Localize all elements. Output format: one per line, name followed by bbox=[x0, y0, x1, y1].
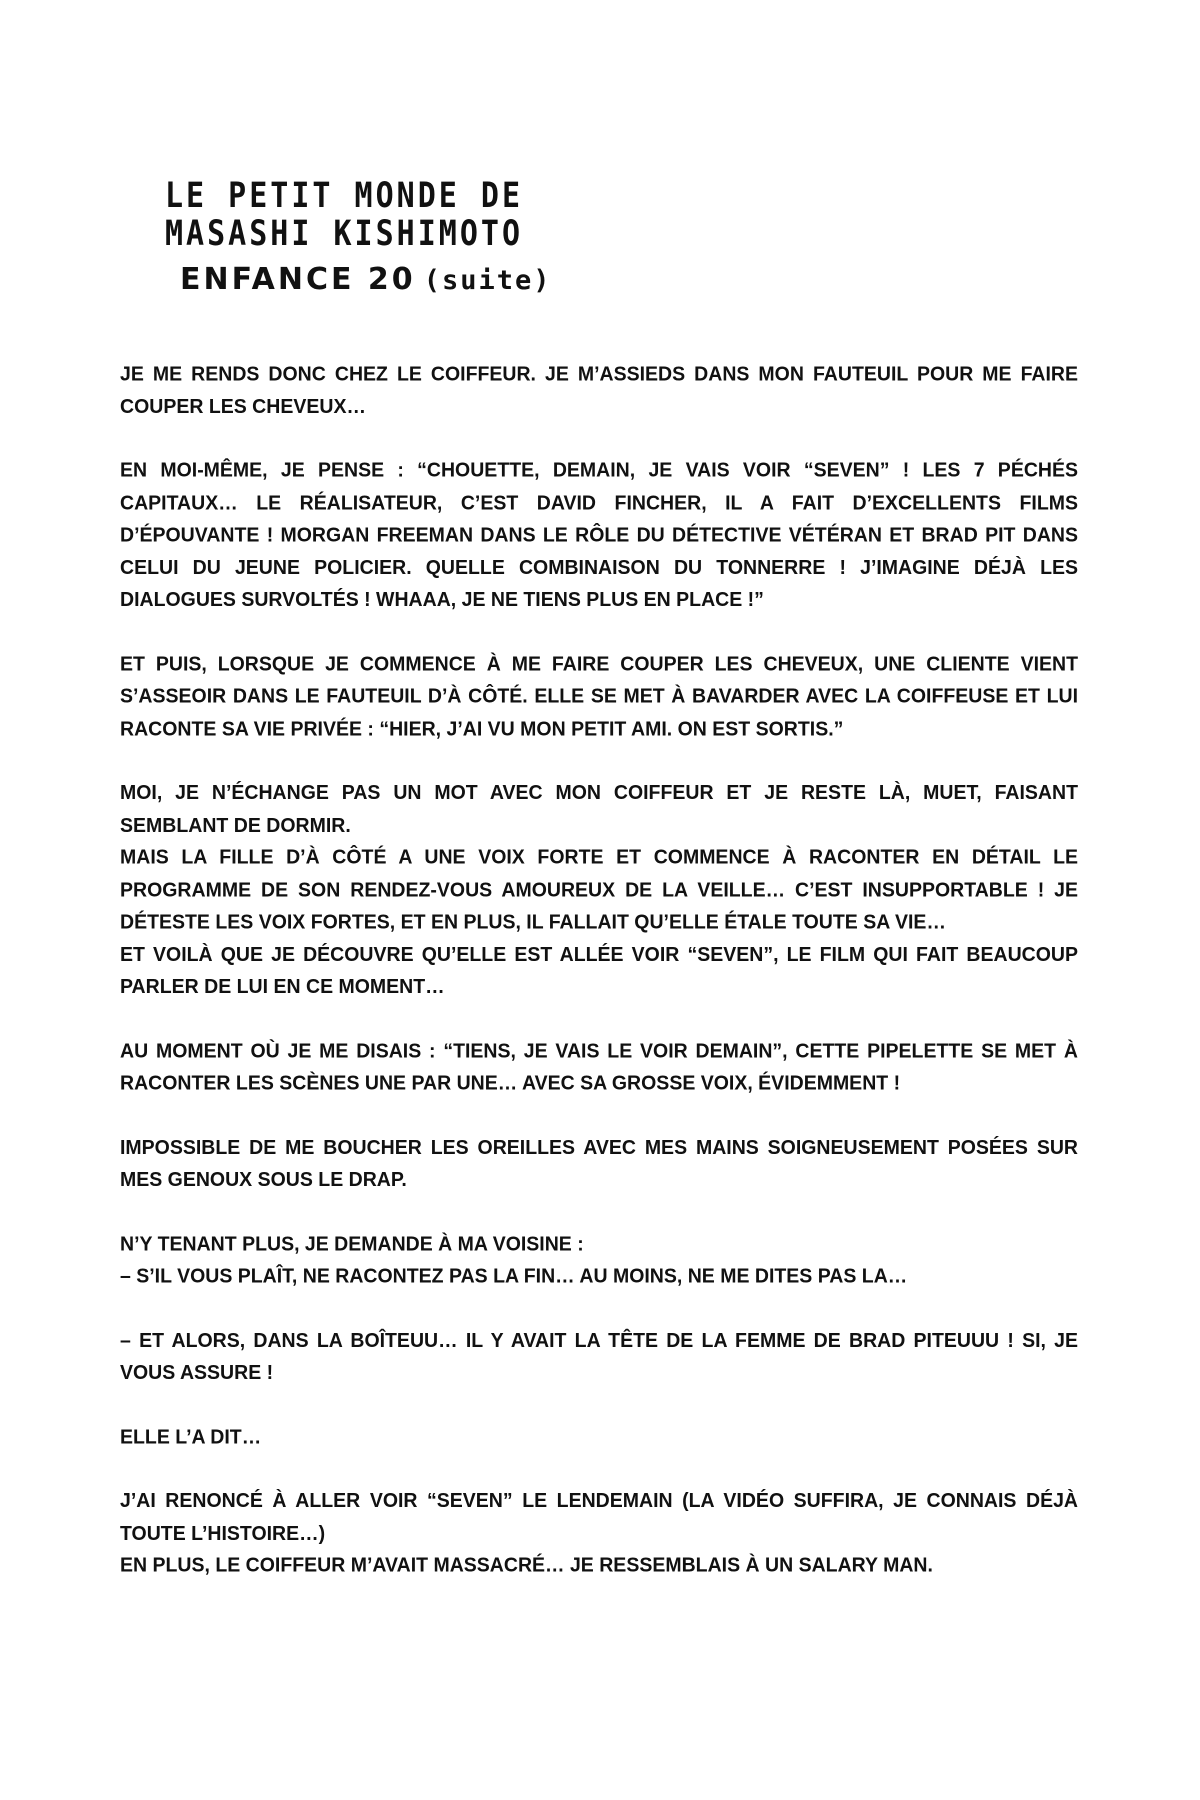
paragraph: – ET ALORS, DANS LA BOÎTEUU… IL Y AVAIT LA TÊTE DE LA FEMME DE BRAD PITEUUU ! SI, JE VOUS ASSURE ! bbox=[120, 1328, 1078, 1385]
paragraph: AU MOMENT OÙ JE ME DISAIS : “TIENS, JE VAIS LE VOIR DEMAIN”, CETTE PIPELETTE SE MET À RACONTER LES SCÈNES UNE PAR UNE… AVEC SA GROSSE VOIX, ÉVIDEMMENT ! bbox=[120, 1039, 1078, 1095]
page-title-line-2: MASASHI KISHIMOTO bbox=[165, 214, 524, 255]
paragraph: N’Y TENANT PLUS, JE DEMANDE À MA VOISINE : bbox=[120, 1231, 584, 1256]
chapter-subtitle bbox=[180, 262, 551, 297]
paragraph: MOI, JE N’ÉCHANGE PAS UN MOT AVEC MON COIFFEUR ET JE RESTE LÀ, MUET, FAISANT SEMBLANT DE DORMIR. bbox=[120, 780, 1078, 837]
body-text bbox=[120, 358, 1078, 1582]
paragraph: J’AI RENONCÉ À ALLER VOIR “SEVEN” LE LENDEMAIN (LA VIDÉO SUFFIRA, JE CONNAIS DÉJÀ TOUTE L’HISTOIRE…) bbox=[120, 1489, 1078, 1545]
paragraph: – S’IL VOUS PLAÎT, NE RACONTEZ PAS LA FIN… AU MOINS, NE ME DITES PAS LA… bbox=[120, 1264, 908, 1288]
paragraph: IMPOSSIBLE DE ME BOUCHER LES OREILLES AVEC MES MAINS SOIGNEUSEMENT POSÉES SUR MES GENOUX SOUS LE DRAP. bbox=[120, 1135, 1078, 1192]
paragraph: EN PLUS, LE COIFFEUR M’AVAIT MASSACRÉ… JE RESSEMBLAIS À UN SALARY MAN. bbox=[120, 1553, 933, 1577]
paragraph: JE ME RENDS DONC CHEZ LE COIFFEUR. JE M’ASSIEDS DANS MON FAUTEUIL POUR ME FAIRE COUPER LES CHEVEUX… bbox=[120, 362, 1078, 418]
title-block bbox=[165, 176, 585, 255]
paragraph: MAIS LA FILLE D’À CÔTÉ A UNE VOIX FORTE ET COMMENCE À RACONTER EN DÉTAIL LE PROGRAMME DE SON RENDEZ-VOUS AMOUREUX DE LA VEILLE… C’EST INSUPPORTABLE ! JE DÉTESTE LES VOIX FORTES, ET EN PLUS, IL FALLAIT QU’ELLE ÉTALE TOUTE SA VIE… bbox=[120, 845, 1078, 934]
paragraph: ELLE L’A DIT… bbox=[120, 1424, 262, 1449]
chapter-label: ENFANCE 20 bbox=[180, 262, 416, 297]
paragraph: ET PUIS, LORSQUE JE COMMENCE À ME FAIRE COUPER LES CHEVEUX, UNE CLIENTE VIENT S’ASSEOIR DANS LE FAUTEUIL D’À CÔTÉ. ELLE SE MET À BAVARDER AVEC LA COIFFEUSE ET LUI RACONTE SA VIE PRIVÉE : “HIER, J’AI VU MON PETIT AMI. ON EST SORTIS.” bbox=[120, 652, 1078, 741]
paragraph: ET VOILÀ QUE JE DÉCOUVRE QU’ELLE EST ALLÉE VOIR “SEVEN”, LE FILM QUI FAIT BEAUCOUP PARLER DE LUI EN CE MOMENT… bbox=[120, 942, 1078, 999]
chapter-continuation: (suite) bbox=[423, 265, 552, 296]
page-title-line-1: LE PETIT MONDE DE bbox=[165, 176, 524, 217]
paragraph: EN MOI-MÊME, JE PENSE : “CHOUETTE, DEMAIN, JE VAIS VOIR “SEVEN” ! LES 7 PÉCHÉS CAPITAUX… LE RÉALISATEUR, C’EST DAVID FINCHER, IL A FAIT D’EXCELLENTS FILMS D’ÉPOUVANTE ! MORGAN FREEMAN DANS LE RÔLE DU DÉTECTIVE VÉTÉRAN ET BRAD PIT DANS CELUI DU JEUNE POLICIER. QUELLE COMBINAISON DU TONNERRE ! J’IMAGINE DÉJÀ LES DIALOGUES SURVOLTÉS ! WHAAA, JE NE TIENS PLUS EN PLACE !” bbox=[120, 458, 1078, 612]
